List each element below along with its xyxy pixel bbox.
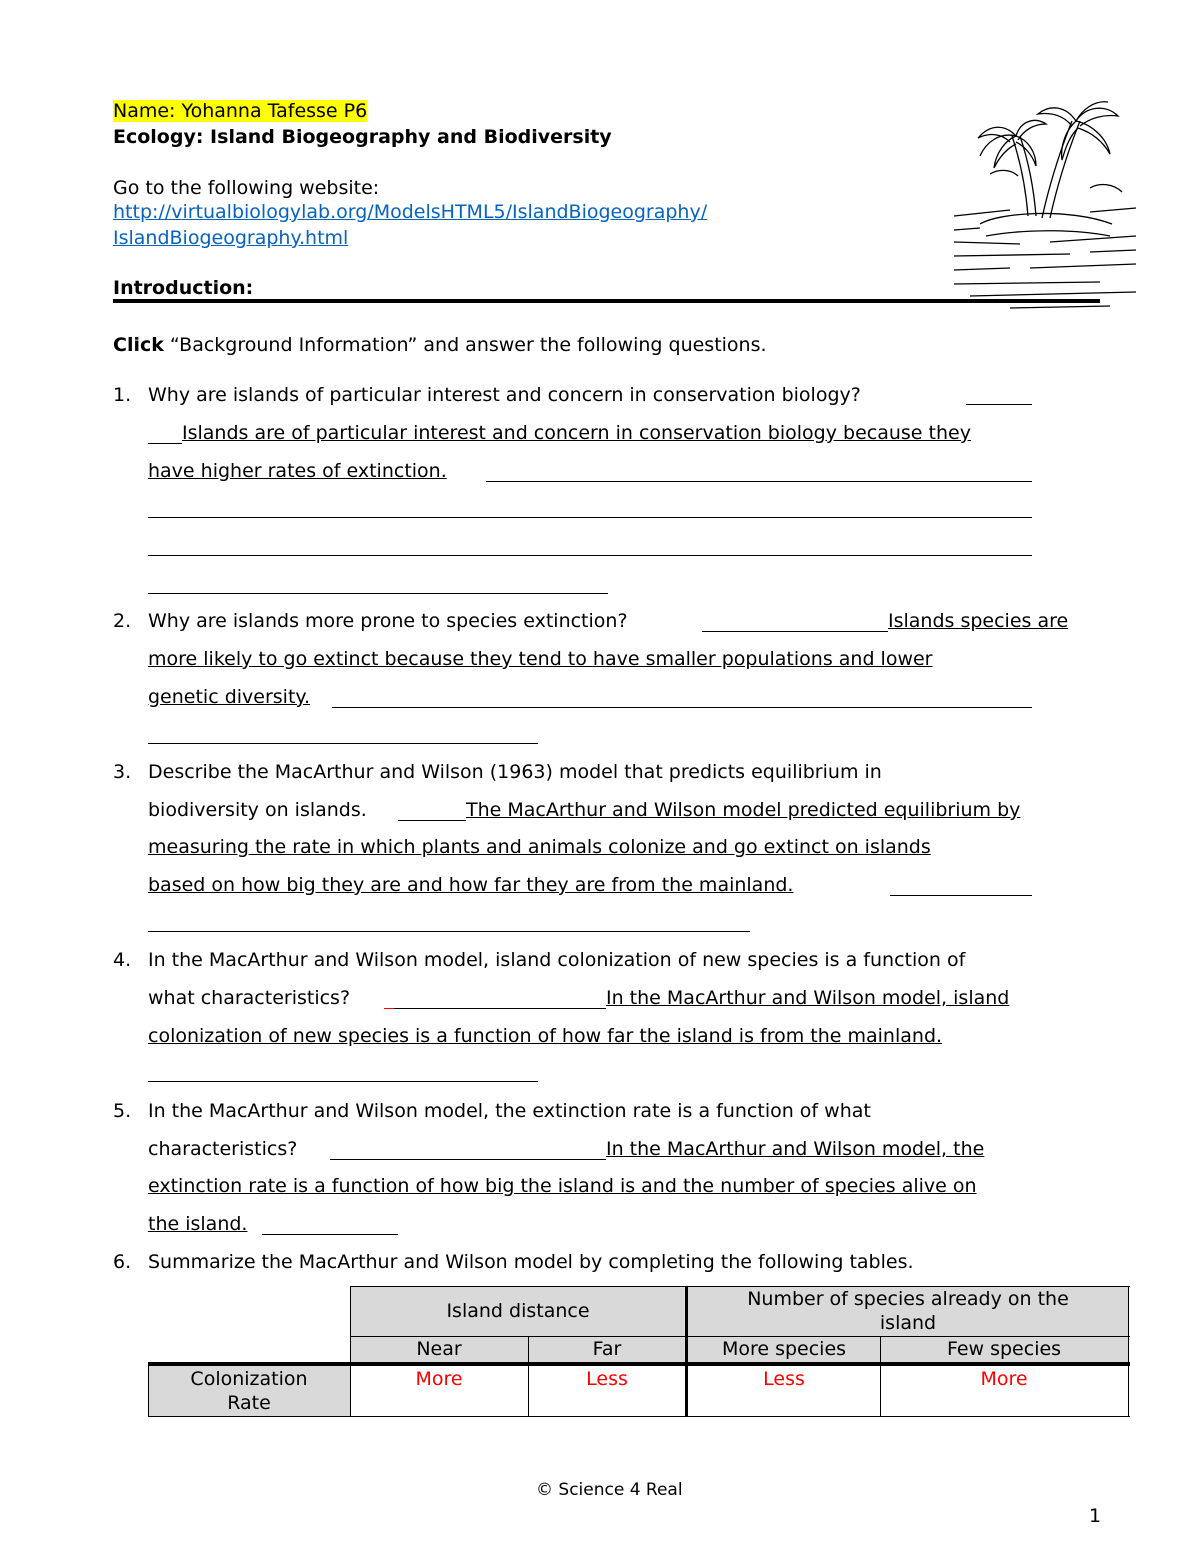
question-5-text-line1: In the MacArthur and Wilson model, the extinction rate is a function of what: [148, 1100, 871, 1122]
question-number-6: 6.: [113, 1251, 132, 1273]
header-number-of-species: Number of species already on the island: [688, 1286, 1128, 1336]
question-2-text: Why are islands more prone to species extinction?: [148, 610, 628, 632]
table-border: [148, 1416, 1130, 1417]
table-border: [350, 1336, 1130, 1337]
table-border: [880, 1336, 881, 1417]
answer-blank-mark: [384, 1008, 394, 1009]
value-far: Less: [586, 1368, 628, 1390]
header-island-distance: Island distance: [350, 1286, 686, 1336]
col-far: Far: [528, 1336, 686, 1362]
answer-2-line3: genetic diversity.: [148, 686, 310, 708]
answer-blank: [702, 631, 888, 632]
question-number-1: 1.: [113, 384, 132, 406]
answer-blank: [148, 517, 1032, 518]
table-border: [528, 1336, 529, 1417]
col-few-species: Few species: [880, 1336, 1128, 1362]
answer-1-line1: Islands are of particular interest and concern in conservation biology because they: [182, 422, 971, 444]
page-title: Ecology: Island Biogeography and Biodiversity: [113, 126, 612, 148]
page-number: 1: [1089, 1505, 1102, 1527]
answer-blank: [148, 443, 182, 444]
answer-blank: [148, 593, 608, 594]
table-border: [1128, 1286, 1129, 1417]
question-6-text: Summarize the MacArthur and Wilson model by completing the following tables.: [148, 1251, 914, 1273]
value-near: More: [415, 1368, 463, 1390]
answer-1-line2: have higher rates of extinction.: [148, 460, 447, 482]
question-4-text-line2: what characteristics?: [148, 987, 351, 1009]
row-label-colonization-rate: Colonization Rate: [148, 1366, 350, 1416]
answer-4-line1: In the MacArthur and Wilson model, island: [606, 987, 1010, 1009]
answer-2-line1: Islands species are: [888, 610, 1069, 632]
intro-heading: Introduction:: [113, 277, 254, 299]
answer-5-line2: extinction rate is a function of how big the island is and the number of species alive on: [148, 1175, 977, 1197]
answer-blank: [148, 931, 750, 932]
answer-blank: [332, 707, 1032, 708]
answer-blank: [148, 555, 1032, 556]
table-border: [148, 1362, 149, 1417]
answer-3-line2: measuring the rate in which plants and animals colonize and go extinct on islands: [148, 836, 931, 858]
col-near: Near: [350, 1336, 528, 1362]
col-more-species: More species: [688, 1336, 880, 1362]
table-border-thick: [148, 1362, 1130, 1366]
answer-blank: [890, 895, 1032, 896]
website-link-line2[interactable]: IslandBiogeography.html: [113, 227, 349, 249]
answer-3-line1: The MacArthur and Wilson model predicted equilibrium by: [466, 799, 1021, 821]
table-border: [350, 1286, 351, 1417]
question-number-2: 2.: [113, 610, 132, 632]
value-few-species: More: [980, 1368, 1028, 1390]
student-name: Name: Yohanna Tafesse P6: [113, 100, 368, 122]
answer-blank: [148, 1081, 538, 1082]
answer-blank: [398, 820, 466, 821]
question-5-text-line2: characteristics?: [148, 1138, 298, 1160]
question-number-3: 3.: [113, 761, 132, 783]
question-4-text-line1: In the MacArthur and Wilson model, island colonization of new species is a function of: [148, 949, 966, 971]
answer-blank: [148, 743, 538, 744]
question-number-5: 5.: [113, 1100, 132, 1122]
answer-4-line2: colonization of new species is a function of how far the island is from the mainland.: [148, 1025, 943, 1047]
answer-5-line3: the island.: [148, 1213, 248, 1235]
answer-2-line2: more likely to go extinct because they tend to have smaller populations and lower: [148, 648, 933, 670]
answer-5-line1: In the MacArthur and Wilson model, the: [606, 1138, 985, 1160]
copyright: © Science 4 Real: [536, 1480, 683, 1500]
question-number-4: 4.: [113, 949, 132, 971]
question-3-text-line1: Describe the MacArthur and Wilson (1963) model that predicts equilibrium in: [148, 761, 882, 783]
answer-blank: [384, 1008, 606, 1009]
answer-blank: [486, 481, 1032, 482]
answer-blank: [966, 404, 1032, 405]
answer-3-line3: based on how big they are and how far they are from the mainland.: [148, 874, 794, 896]
answer-blank: [262, 1234, 398, 1235]
value-more-species: Less: [763, 1368, 805, 1390]
table-border-thick: [685, 1286, 688, 1417]
palm-island-illustration: [950, 96, 1140, 312]
table-border: [350, 1286, 1130, 1287]
question-1-text: Why are islands of particular interest and concern in conservation biology?: [148, 384, 861, 406]
question-3-text-line2: biodiversity on islands.: [148, 799, 367, 821]
website-link-line1[interactable]: http://virtualbiologylab.org/ModelsHTML5/IslandBiogeography/: [113, 201, 708, 223]
website-prompt: Go to the following website:: [113, 177, 380, 199]
instructions: Click “Background Information” and answer the following questions.: [113, 334, 767, 356]
colonization-table: [148, 1286, 1130, 1418]
answer-blank: [330, 1159, 606, 1160]
